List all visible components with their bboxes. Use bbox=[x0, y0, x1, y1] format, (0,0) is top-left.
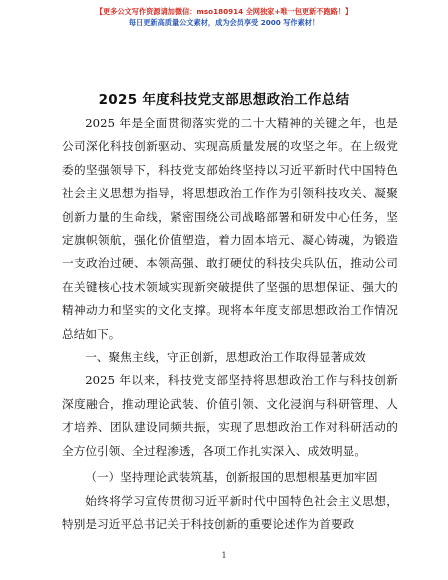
promo-banner-line-2: 每日更新高质量公文素材，成为会员享受 2000 写作素材！ bbox=[128, 18, 320, 27]
document-body bbox=[62, 112, 398, 536]
subsection-heading-1: （一）坚持理论武装筑基，创新报国的思想根基更加牢固 bbox=[85, 470, 378, 485]
document-title: 2025 年度科技党支部思想政治工作总结 bbox=[98, 92, 350, 108]
promo-banner bbox=[0, 6, 448, 28]
promo-banner-line-1: 【更多公文写作资源请加微信：mso180914 全网独家+唯一包更新不跑路！】 bbox=[95, 7, 353, 16]
section-heading-1: 一、聚焦主线，守正创新，思想政治工作取得显著成效 bbox=[85, 350, 366, 365]
subsection-1-paragraph: 始终将学习宣传贯彻习近平新时代中国特色社会主义思想，特别是习近平总书记关于科技创新的重要论述作为首要政 bbox=[62, 493, 398, 531]
page-number: 1 bbox=[221, 551, 227, 560]
section-1-paragraph: 2025 年以来，科技党支部坚持将思想政治工作与科技创新深度融合，推动理论武装、价值引领、文化浸润与科研管理、人才培养、团队建设同频共振，实现了思想政治工作对科研活动的全方位引领、全过程渗透，各项工作扎实深入、成效明显。 bbox=[62, 373, 398, 458]
intro-paragraph: 2025 年是全面贯彻落实党的二十大精神的关键之年，也是公司深化科技创新驱动、实现高质量发展的攻坚之年。在上级党委的坚强领导下，科技党支部始终坚持以习近平新时代中国特色社会主义思想为指导，将思想政治工作作为引领科技攻关、凝聚创新力量的生命线，紧密围绕公司战略部署和研发中心任务，坚定旗帜领航，强化价值塑造，着力固本培元、凝心铸魂，为锻造一支政治过硬、本领高强、敢打硬仗的科技尖兵队伍，推动公司在关键核心技术领域实现新突破提供了坚强的思想保证、强大的精神动力和坚实的文化支撑。现将本年度支部思想政治工作情况总结如下。 bbox=[62, 116, 398, 341]
